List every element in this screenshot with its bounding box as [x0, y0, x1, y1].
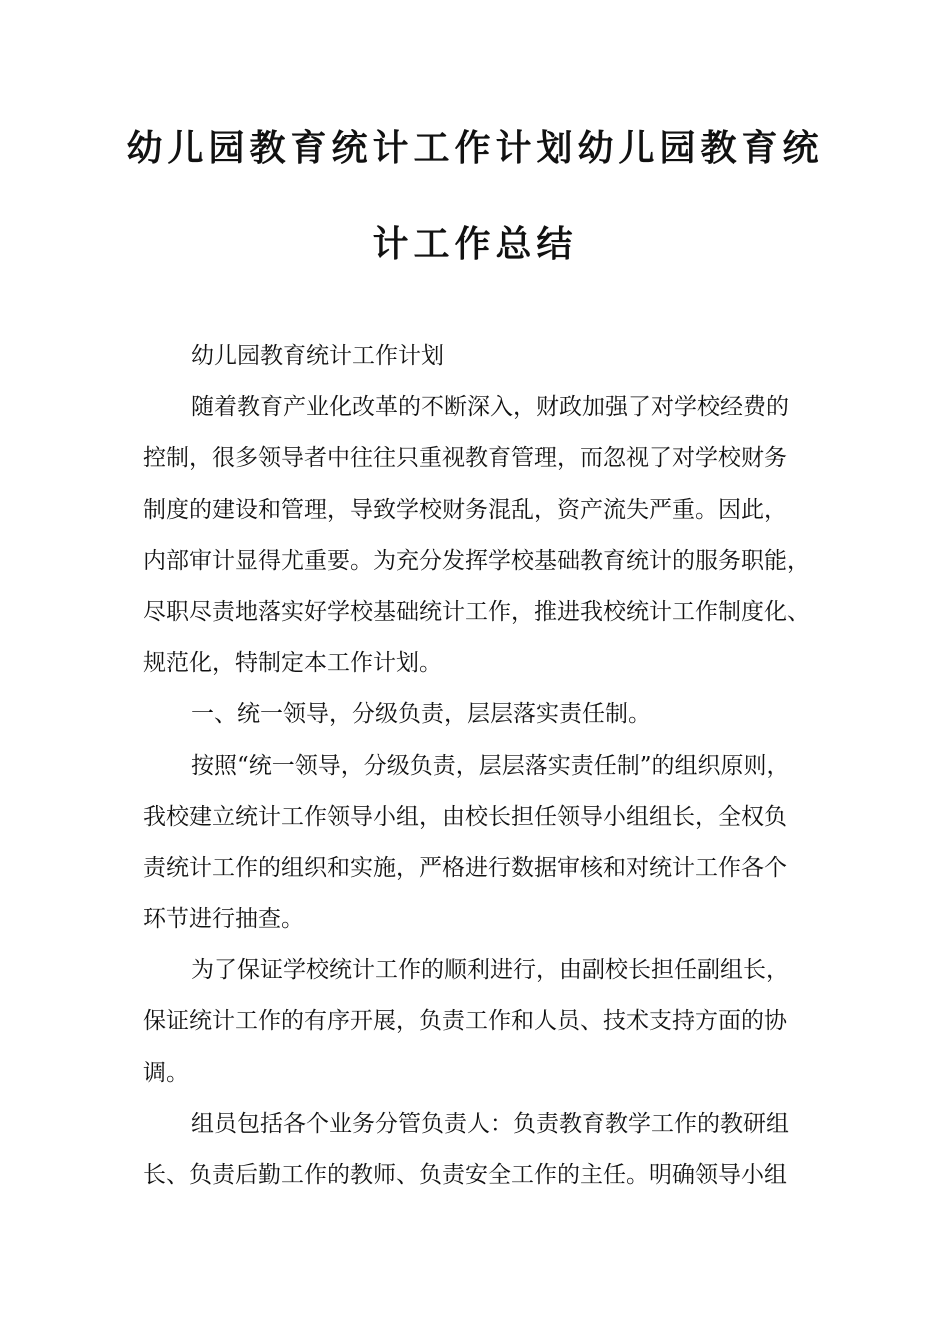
- document-title-line-2: 计工作总结: [372, 223, 578, 265]
- paragraph-line: 规范化，特制定本工作计划。: [143, 650, 442, 677]
- paragraph-line: 制度的建设和管理，导致学校财务混乱，资产流失严重。因此，: [143, 496, 787, 523]
- section-heading: 幼儿园教育统计工作计划: [191, 343, 444, 369]
- paragraph-line: 责统计工作的组织和实施，严格进行数据审核和对统计工作各个: [143, 854, 787, 881]
- paragraph-line: 随着教育产业化改革的不断深入，财政加强了对学校经费的: [191, 394, 789, 421]
- paragraph-line: 我校建立统计工作领导小组，由校长担任领导小组组长，全权负: [143, 803, 787, 830]
- paragraph-line: 控制，很多领导者中往往只重视教育管理，而忽视了对学校财务: [143, 445, 787, 472]
- paragraph-line: 按照“统一领导，分级负责，层层落实责任制”的组织原则，: [191, 752, 790, 779]
- paragraph-line: 保证统计工作的有序开展，负责工作和人员、技术支持方面的协: [143, 1008, 787, 1035]
- paragraph-line: 环节进行抽查。: [143, 906, 304, 933]
- document-body: [143, 331, 823, 1201]
- paragraph-line: 内部审计显得尤重要。为充分发挥学校基础教育统计的服务职能，: [143, 547, 810, 574]
- document-title-line-1: 幼儿园教育统计工作计划幼儿园教育统: [126, 127, 824, 169]
- paragraph-line: 调。: [143, 1059, 189, 1086]
- paragraph-line: 长、负责后勤工作的教师、负责安全工作的主任。明确领导小组: [143, 1162, 787, 1188]
- paragraph-line: 组员包括各个业务分管负责人：负责教育教学工作的教研组: [191, 1110, 789, 1137]
- paragraph-line: 尽职尽责地落实好学校基础统计工作，推进我校统计工作制度化、: [143, 598, 810, 625]
- paragraph-line: 为了保证学校统计工作的顺利进行，由副校长担任副组长，: [191, 957, 789, 984]
- section-heading: 一、统一领导，分级负责，层层落实责任制。: [191, 701, 651, 728]
